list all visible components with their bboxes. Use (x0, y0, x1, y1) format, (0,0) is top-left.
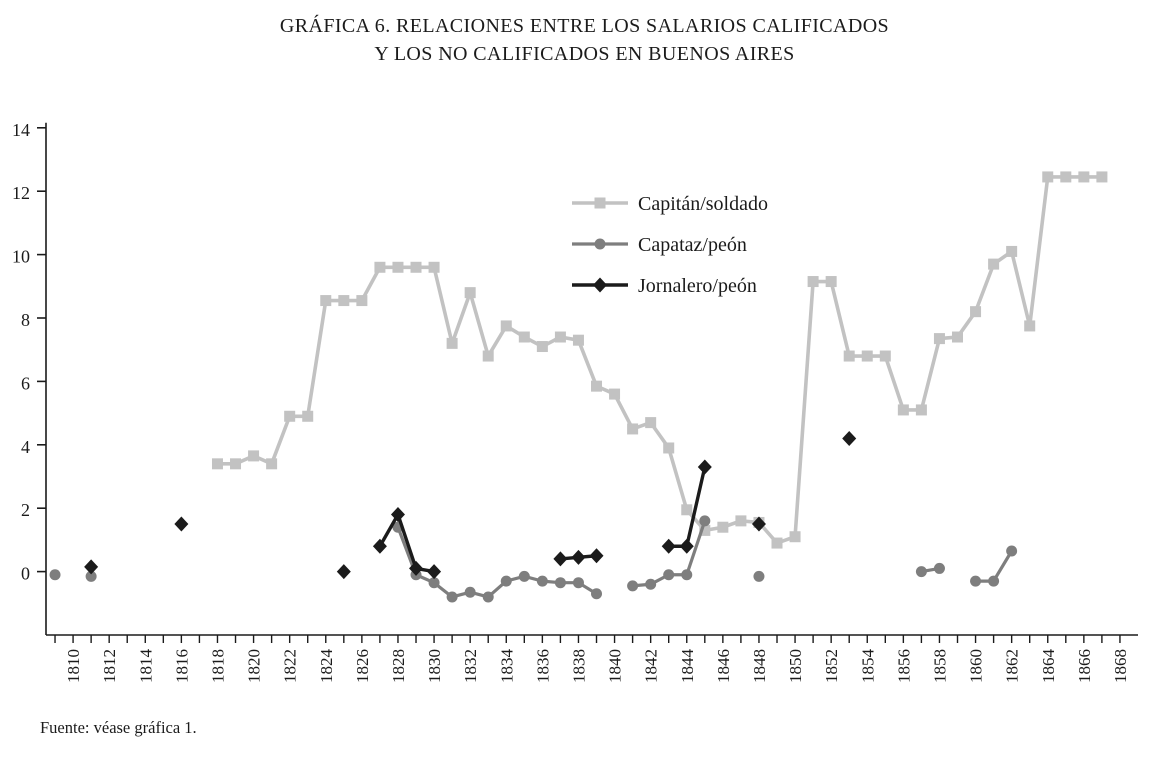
jornalero-peon-marker (590, 548, 604, 563)
capitan-soldado-marker (808, 276, 819, 287)
x-tick-label: 1866 (1074, 649, 1094, 683)
source-note: Fuente: véase gráfica 1. (40, 718, 197, 737)
capitan-soldado-marker (862, 351, 873, 362)
capataz-peon-marker (1006, 545, 1017, 556)
x-tick-label: 1856 (894, 649, 914, 683)
capitan-soldado-marker (645, 417, 656, 428)
capitan-soldado-marker (320, 295, 331, 306)
x-tick-label: 1846 (713, 649, 733, 683)
x-tick-label: 1842 (641, 649, 661, 683)
jornalero-peon-marker (593, 278, 607, 293)
capataz-peon-marker (663, 569, 674, 580)
jornalero-peon-marker (84, 559, 98, 574)
capitan-soldado-marker (1060, 171, 1071, 182)
capitan-soldado-marker (429, 262, 440, 273)
x-tick-label: 1864 (1038, 649, 1058, 683)
jornalero-peon-marker (680, 539, 694, 554)
capitan-soldado-line (217, 177, 1101, 543)
capataz-peon-marker (501, 576, 512, 587)
capitan-soldado-marker (1024, 320, 1035, 331)
capitan-soldado-marker (338, 295, 349, 306)
jornalero-peon-marker (571, 550, 585, 565)
capitan-soldado-marker (573, 335, 584, 346)
chart-title-line2: Y LOS NO CALIFICADOS EN BUENOS AIRES (374, 43, 795, 65)
x-tick-label: 1868 (1110, 649, 1130, 683)
y-tick-label: 2 (21, 500, 30, 521)
x-tick-label: 1830 (425, 649, 445, 683)
capitan-soldado-marker (844, 351, 855, 362)
capitan-soldado-marker (717, 522, 728, 533)
x-tick-label: 1854 (858, 649, 878, 683)
capitan-soldado-marker (880, 351, 891, 362)
x-tick-label: 1822 (280, 649, 300, 683)
capataz-peon-line (398, 527, 597, 597)
capataz-peon-marker (537, 576, 548, 587)
capitan-soldado-marker (537, 341, 548, 352)
x-tick-label: 1838 (569, 649, 589, 683)
capataz-peon-marker (447, 591, 458, 602)
capitan-soldado-marker (609, 389, 620, 400)
capitan-soldado-marker (898, 404, 909, 415)
capitan-soldado-marker (302, 411, 313, 422)
x-tick-label: 1848 (749, 649, 769, 683)
jornalero-peon-marker (662, 539, 676, 554)
capitan-soldado-marker (356, 295, 367, 306)
capitan-soldado-marker (934, 333, 945, 344)
y-tick-label: 12 (12, 183, 30, 204)
capitan-soldado-marker (970, 306, 981, 317)
capitan-soldado-marker (663, 442, 674, 453)
capitan-soldado-marker (595, 198, 606, 209)
capataz-peon-marker (591, 588, 602, 599)
capitan-soldado-marker (826, 276, 837, 287)
capitan-soldado-marker (555, 332, 566, 343)
legend-label: Jornalero/peón (638, 275, 757, 297)
y-tick-label: 10 (12, 246, 30, 267)
capataz-peon-marker (50, 569, 61, 580)
x-tick-label: 1834 (497, 649, 517, 683)
capitan-soldado-marker (447, 338, 458, 349)
capitan-soldado-marker (212, 458, 223, 469)
capitan-soldado-marker (501, 320, 512, 331)
y-tick-label: 14 (12, 119, 30, 140)
capataz-peon-marker (595, 239, 606, 250)
capataz-peon-marker (681, 569, 692, 580)
capataz-peon-marker (483, 591, 494, 602)
capitan-soldado-marker (392, 262, 403, 273)
capataz-peon-marker (988, 576, 999, 587)
chart-title (0, 12, 1169, 68)
capitan-soldado-marker (988, 259, 999, 270)
capitan-soldado-marker (465, 287, 476, 298)
capitan-soldado-marker (1006, 246, 1017, 257)
capataz-peon-marker (519, 571, 530, 582)
x-tick-label: 1814 (136, 649, 156, 683)
x-tick-label: 1836 (533, 649, 553, 683)
x-tick-label: 1862 (1002, 649, 1022, 683)
x-tick-label: 1852 (822, 649, 842, 683)
x-tick-label: 1826 (352, 649, 372, 683)
x-tick-label: 1858 (930, 649, 950, 683)
x-tick-label: 1840 (605, 649, 625, 683)
jornalero-peon-marker (427, 564, 441, 579)
capitan-soldado-marker (952, 332, 963, 343)
capataz-peon-marker (916, 566, 927, 577)
chart-title-line1: GRÁFICA 6. RELACIONES ENTRE LOS SALARIOS CALIFICADOS (279, 15, 890, 37)
capitan-soldado-marker (284, 411, 295, 422)
x-tick-label: 1850 (786, 649, 806, 683)
capitan-soldado-marker (681, 504, 692, 515)
capitan-soldado-marker (1042, 171, 1053, 182)
y-tick-label: 8 (21, 310, 30, 330)
capataz-peon-marker (970, 576, 981, 587)
capitan-soldado-marker (1078, 171, 1089, 182)
capataz-peon-marker (627, 580, 638, 591)
capitan-soldado-marker (1096, 171, 1107, 182)
capitan-soldado-marker (248, 450, 259, 461)
capataz-peon-marker (934, 563, 945, 574)
x-tick-label: 1832 (461, 649, 481, 683)
capitan-soldado-marker (627, 423, 638, 434)
x-tick-label: 1816 (172, 649, 192, 683)
capitan-soldado-marker (772, 538, 783, 549)
capitan-soldado-marker (591, 381, 602, 392)
legend-label: Capitán/soldado (638, 193, 768, 215)
jornalero-peon-marker (698, 459, 712, 474)
y-tick-label: 6 (21, 373, 30, 394)
capitan-soldado-marker (374, 262, 385, 273)
jornalero-peon-line (380, 515, 434, 572)
jornalero-peon-marker (174, 517, 188, 532)
x-tick-label: 1818 (208, 649, 228, 683)
x-tick-label: 1810 (64, 649, 84, 683)
jornalero-peon-marker (337, 564, 351, 579)
x-tick-label: 1828 (388, 649, 408, 683)
capitan-soldado-marker (230, 458, 241, 469)
x-tick-label: 1824 (316, 649, 336, 683)
capitan-soldado-marker (790, 531, 801, 542)
capataz-peon-marker (645, 579, 656, 590)
legend-label: Capataz/peón (638, 234, 747, 256)
capitan-soldado-marker (735, 515, 746, 526)
capataz-peon-marker (465, 587, 476, 598)
capataz-peon-marker (555, 577, 566, 588)
capitan-soldado-marker (266, 458, 277, 469)
capitan-soldado-marker (916, 404, 927, 415)
capitan-soldado-marker (483, 351, 494, 362)
x-tick-label: 1860 (966, 649, 986, 683)
x-tick-label: 1820 (244, 649, 264, 683)
capataz-peon-marker (753, 571, 764, 582)
y-tick-label: 4 (21, 436, 30, 457)
y-tick-label: 0 (21, 563, 30, 584)
x-tick-label: 1844 (677, 649, 697, 683)
capataz-peon-marker (699, 515, 710, 526)
capitan-soldado-marker (411, 262, 422, 273)
capataz-peon-marker (573, 577, 584, 588)
capitan-soldado-marker (519, 332, 530, 343)
jornalero-peon-marker (553, 551, 567, 566)
jornalero-peon-marker (842, 431, 856, 446)
line-chart (0, 90, 1169, 712)
x-tick-label: 1812 (100, 649, 120, 683)
